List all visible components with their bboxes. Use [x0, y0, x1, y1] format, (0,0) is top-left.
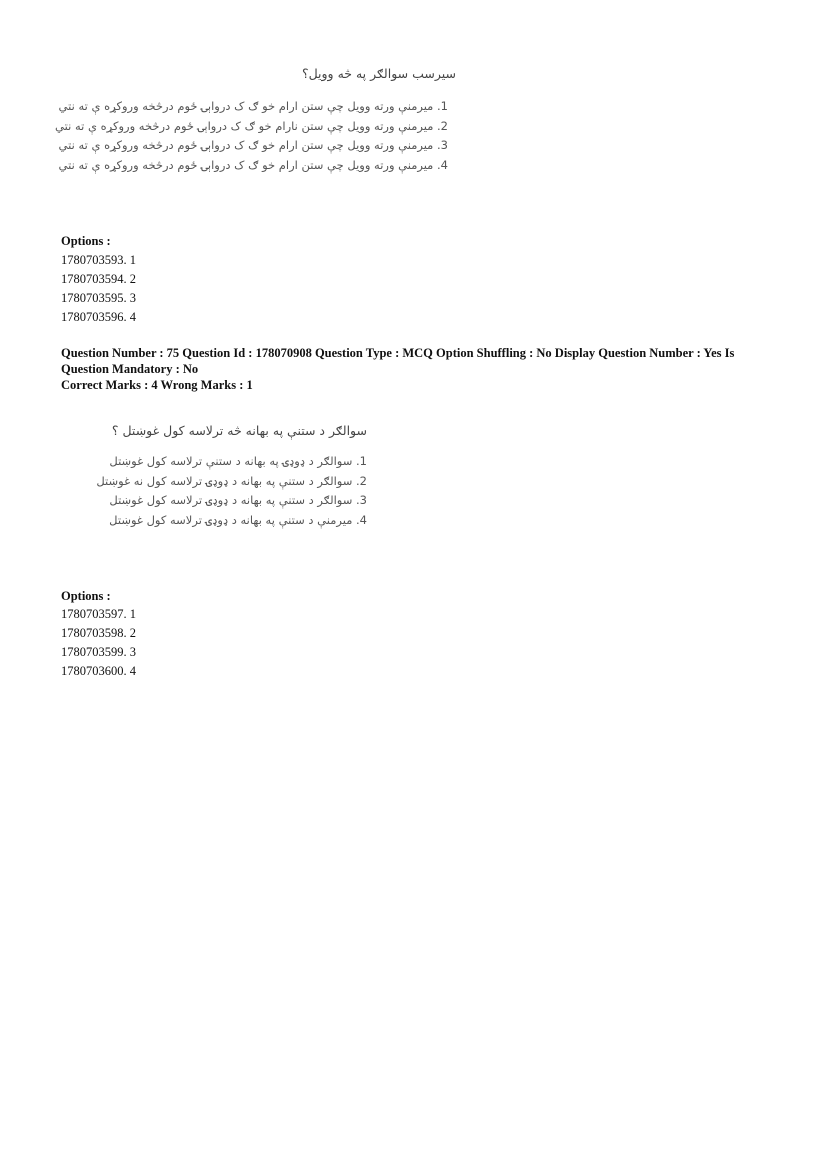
answer-choice: 2. سوالګر د ستنې په بهانه د ډوډۍ ترلاسه کول نه غوښتل — [96, 473, 367, 488]
marks-line: Correct Marks : 4 Wrong Marks : 1 — [61, 378, 253, 392]
answer-choice: 3. میرمنې ورته وویل چې ستن ارام خو ګ ک درواېۍ ځوم درڅخه وروکړه ې ته نتي — [58, 138, 448, 152]
option-id-list — [61, 605, 136, 681]
options-label: Options : — [61, 589, 111, 603]
answer-choice: 1. سوالګر د ډوډۍ په بهانه د ستنې ترلاسه کول غوښتل — [109, 454, 367, 468]
question-stem: سوالګر د ستنې په بهانه څه ترلاسه کول غوښتل ؟ — [111, 423, 367, 438]
option-id: 1780703599. 3 — [61, 645, 136, 659]
answer-choices — [47, 452, 367, 530]
answer-choice: 3. سوالګر د ستنې په بهانه د ډوډۍ ترلاسه کول غوښتل — [109, 493, 367, 507]
option-id: 1780703598. 2 — [61, 626, 136, 640]
answer-choice: 2. میرمنې ورته وویل چې ستن نارام خو ګ ک درواېۍ ځوم درڅخه وروکړه ې ته نتي — [55, 118, 448, 133]
option-id: 1780703597. 1 — [61, 607, 136, 621]
option-id: 1780703600. 4 — [61, 664, 136, 678]
question-meta — [61, 345, 761, 393]
option-id: 1780703594. 2 — [61, 272, 136, 286]
answer-choice: 4. میرمنې ورته وویل چې ستن ارام خو ګ ک درواېۍ ځوم درڅخه وروکړه ې ته نتي — [58, 157, 448, 172]
answer-choices — [48, 97, 448, 175]
option-id: 1780703596. 4 — [61, 310, 136, 324]
option-id: 1780703595. 3 — [61, 291, 136, 305]
option-id-list — [61, 251, 136, 327]
option-id: 1780703593. 1 — [61, 253, 136, 267]
options-label: Options : — [61, 234, 111, 248]
question-meta-line: Question Number : 75 Question Id : 178070908 Question Type : MCQ Option Shuffling : No Display Question Number : Yes Is Question Mandatory : No — [61, 346, 735, 376]
answer-choice: 1. میرمنې ورته وویل چې ستن ارام خو ګ ک درواېۍ ځوم درڅخه وروکړه ې ته نتي — [58, 99, 448, 113]
answer-choice: 4. میرمنې د ستنې په بهانه د ډوډۍ ترلاسه کول غوښتل — [109, 512, 367, 527]
question-stem: سیرسب سوالګر په څه وویل؟ — [301, 66, 456, 81]
